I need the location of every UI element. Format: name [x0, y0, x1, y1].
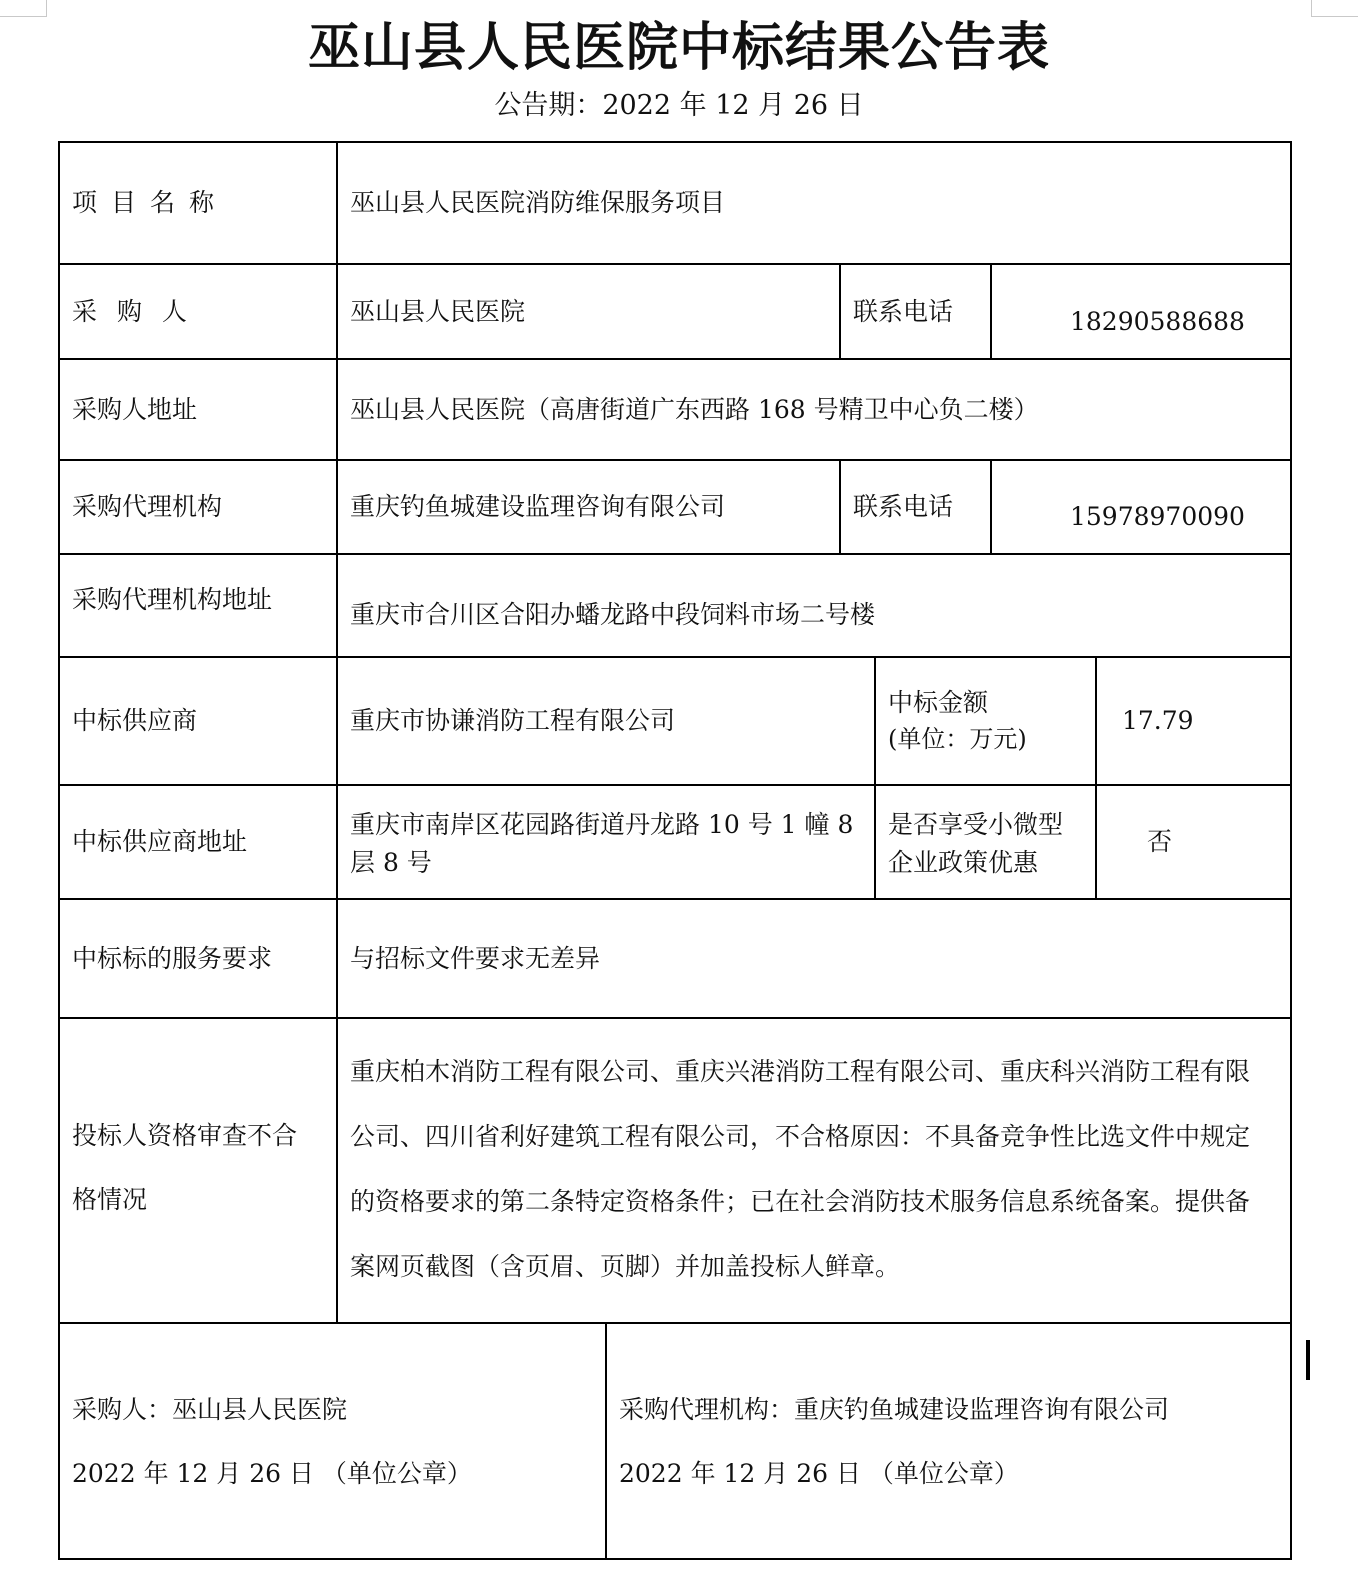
winner-address-line-1: 重庆市南岸区花园路街道丹龙路 10 号 1 幢 8 [350, 810, 854, 839]
sme-policy-label-line-2: 企业政策优惠 [888, 848, 1039, 877]
text-cursor [1306, 1340, 1310, 1380]
agency-value: 重庆钓鱼城建设监理咨询有限公司 [350, 492, 726, 521]
agency-address-label: 采购代理机构地址 [72, 585, 273, 614]
winning-amount-value: 17.79 [1122, 706, 1194, 735]
disqualified-line-1: 重庆柏木消防工程有限公司、重庆兴港消防工程有限公司、重庆科兴消防工程有限 [350, 1057, 1251, 1086]
purchaser-address-label: 采购人地址 [72, 394, 198, 424]
agency-address-value: 重庆市合川区合阳办蟠龙路中段饲料市场二号楼 [350, 600, 876, 629]
agency-signature-block [619, 1378, 1284, 1506]
announcement-date: 公告期：2022 年 12 月 26 日 [494, 90, 864, 121]
purchaser-address-value: 巫山县人民医院（高唐街道广东西路 168 号精卫中心负二楼） [350, 394, 1039, 424]
sme-policy-label [888, 806, 1093, 882]
winning-amount-label-line-1: 中标金额 [888, 688, 989, 717]
disqualified-details [350, 1039, 1285, 1299]
agency-label: 采购代理机构 [72, 492, 223, 521]
service-requirement-label: 中标标的服务要求 [72, 943, 273, 973]
service-requirement-value: 与招标文件要求无差异 [350, 943, 601, 973]
disqualified-line-4: 案网页截图（含页眉、页脚）并加盖投标人鲜章。 [350, 1252, 901, 1281]
purchaser-label: 采 购 人 [72, 296, 193, 326]
agency-signature: 采购代理机构：重庆钓鱼城建设监理咨询有限公司 [619, 1395, 1170, 1424]
purchaser-signature: 采购人：巫山县人民医院 [72, 1395, 348, 1424]
winner-label: 中标供应商 [72, 706, 198, 735]
purchaser-phone: 18290588688 [1070, 307, 1245, 336]
document-title: 巫山县人民医院中标结果公告表 [307, 18, 1050, 78]
disqualified-label-line-2: 格情况 [72, 1185, 148, 1214]
agency-signature-date: 2022 年 12 月 26 日 （单位公章） [619, 1459, 1019, 1488]
disqualified-label-line-1: 投标人资格审查不合 [72, 1121, 298, 1150]
disqualified-label [72, 1104, 334, 1232]
winning-amount-label [888, 685, 1093, 757]
winner-address-label: 中标供应商地址 [72, 827, 248, 856]
agency-phone-label: 联系电话 [853, 492, 954, 521]
sme-policy-value: 否 [1147, 827, 1173, 856]
agency-phone: 15978970090 [1070, 502, 1245, 531]
purchaser-signature-block [72, 1378, 602, 1506]
project-name-label: 项目名称 [72, 188, 229, 217]
sme-policy-label-line-1: 是否享受小微型 [888, 810, 1064, 839]
winner-value: 重庆市协谦消防工程有限公司 [350, 706, 676, 735]
disqualified-line-2: 公司、四川省利好建筑工程有限公司，不合格原因：不具备竞争性比选文件中规定 [350, 1122, 1251, 1151]
winner-address-value [350, 806, 870, 882]
disqualified-line-3: 的资格要求的第二条特定资格条件；已在社会消防技术服务信息系统备案。提供备 [350, 1187, 1251, 1216]
project-name-value: 巫山县人民医院消防维保服务项目 [350, 188, 726, 217]
purchaser-value: 巫山县人民医院 [350, 296, 526, 326]
purchaser-phone-label: 联系电话 [853, 296, 954, 326]
purchaser-signature-date: 2022 年 12 月 26 日 （单位公章） [72, 1459, 472, 1488]
winning-amount-label-line-2: (单位：万元) [888, 725, 1027, 753]
winner-address-line-2: 层 8 号 [350, 848, 432, 877]
